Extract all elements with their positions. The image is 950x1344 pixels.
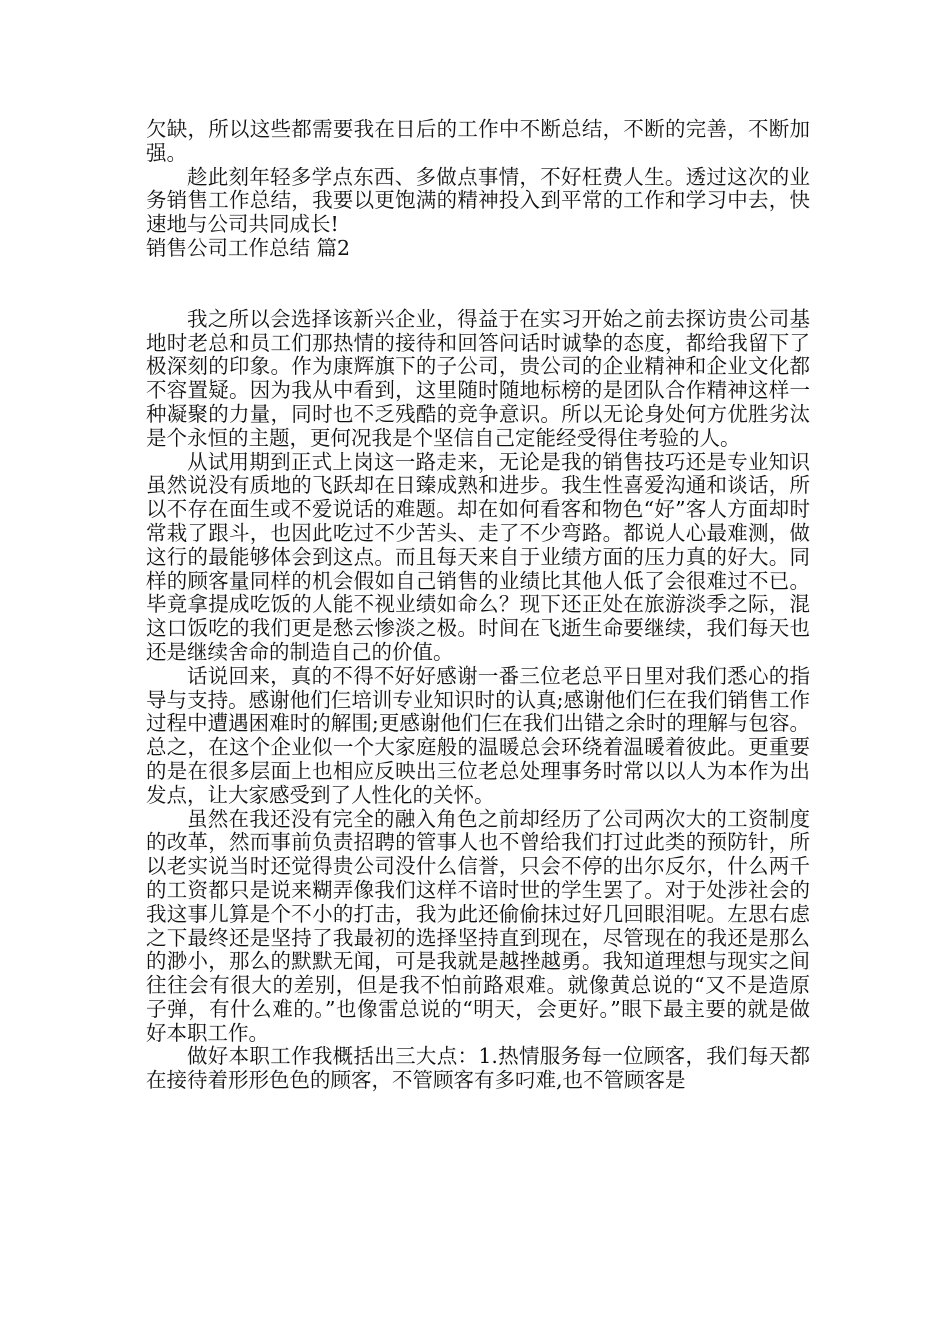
paragraph-intro: 我之所以会选择该新兴企业，得益于在实习开始之前去探访贵公司基地时老总和员工们那热情的接待和回答问话时诚挚的态度，都给我留下了极深刻的印象。作为康辉旗下的子公司，贵公司的企业精神和企业文化都不容置疑。因为我从中看到，这里随时随地标榜的是团队合作精神这样一种凝聚的力量，同时也不乏残酷的竞争意识。所以无论身处何方优胜劣汰是个永恒的主题，更何况我是个坚信自己定能经受得住考验的人。	[146, 306, 810, 450]
section-title: 销售公司工作总结 篇2	[146, 235, 351, 260]
paragraph-closing: 趁此刻年轻多学点东西、多做点事情，不好枉费人生。透过这次的业务销售工作总结，我要以更饱满的精神投入到平常的工作和学习中去，快速地与公司共同成长!	[146, 164, 810, 237]
paragraph-thanks: 话说回来，真的不得不好好感谢一番三位老总平日里对我们悉心的指导与支持。感谢他们仨培训专业知识时的认真;感谢他们仨在我们销售工作过程中遭遇困难时的解围;更感谢他们仨在我们出错之余时的理解与包容。总之，在这个企业似一个大家庭般的温暖总会环绕着温暖着彼此。更重要的是在很多层面上也相应反映出三位老总处理事务时常以以人为本作为出发点，让大家感受到了人性化的关怀。	[146, 663, 810, 807]
paragraph-reform: 虽然在我还没有完全的融入角色之前却经历了公司两次大的工资制度的改革，然而事前负责招聘的管事人也不曾给我们打过此类的预防针，所以老实说当时还觉得贵公司没什么信誉，只会不停的出尔反尔，什么两千的工资都只是说来糊弄像我们这样不谙时世的学生罢了。对于处涉社会的我这事儿算是个不小的打击，我为此还偷偷抹过好几回眼泪呢。左思右虑之下最终还是坚持了我最初的选择坚持直到现在，尽管现在的我还是那么的渺小，那么的默默无闻，可是我就是越挫越勇。我知道理想与现实之间往往会有很大的差别，但是我不怕前路艰难。就像黄总说的“又不是造原子弹，有什么难的。”也像雷总说的“明天，会更好。”眼下最主要的就是做好本职工作。	[146, 806, 810, 1045]
paragraph-continuation: 欠缺，所以这些都需要我在日后的工作中不断总结，不断的完善，不断加强。	[146, 117, 810, 165]
paragraph-duties: 做好本职工作我概括出三大点：1.热情服务每一位顾客，我们每天都在接待着形形色色的顾客，不管顾客有多叼难,也不管顾客是	[146, 1044, 810, 1093]
section-spacer	[146, 261, 810, 308]
paragraph-experience: 从试用期到正式上岗这一路走来，无论是我的销售技巧还是专业知识虽然说没有质地的飞跃却在日臻成熟和进步。我生性喜爱沟通和谈话，所以不存在面生或不爱说话的难题。却在如何看客和物色“好”客人方面却时常栽了跟斗，也因此吃过不少苦头、走了不少弯路。都说人心最难测，做这行的最能够体会到这点。而且每天来自于业绩方面的压力真的好大。同样的顾客量同样的机会假如自己销售的业绩比其他人低了会很难过不已。毕竟拿提成吃饭的人能不视业绩如命么？现下还正处在旅游淡季之际，混这口饭吃的我们更是愁云惨淡之极。时间在飞逝生命要继续，我们每天也还是继续舍命的制造自己的价值。	[146, 449, 810, 664]
document-page	[146, 118, 810, 1093]
